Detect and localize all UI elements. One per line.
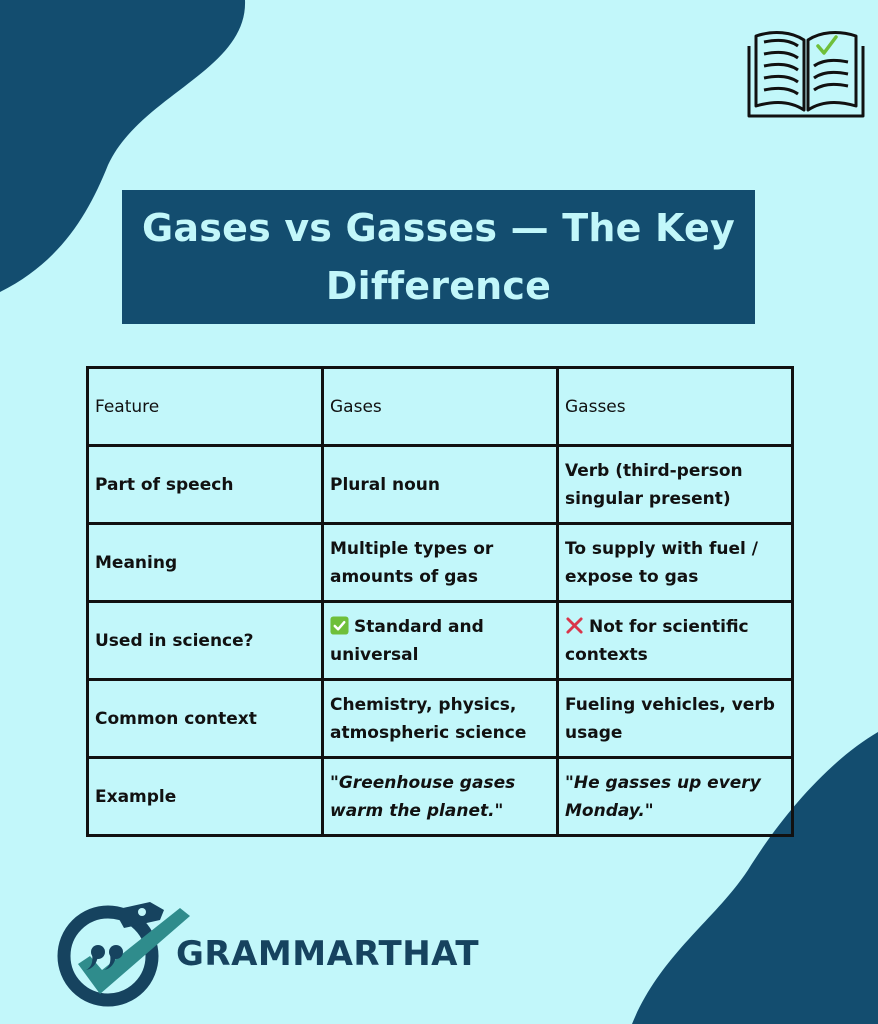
feature-cell: Common context — [88, 680, 323, 758]
gases-cell: "Greenhouse gases warm the planet." — [323, 758, 558, 836]
title-banner — [122, 190, 755, 324]
cross-mark-icon — [565, 616, 584, 635]
gases-cell-text: Standard and universal — [330, 616, 484, 665]
header-gasses: Gasses — [558, 368, 793, 446]
feature-cell: Example — [88, 758, 323, 836]
gasses-cell: Fueling vehicles, verb usage — [558, 680, 793, 758]
gasses-cell: Verb (third-person singular present) — [558, 446, 793, 524]
gasses-cell-text: Not for scientific contexts — [565, 616, 749, 665]
feature-cell: Used in science? — [88, 602, 323, 680]
header-feature: Feature — [88, 368, 323, 446]
header-gases: Gases — [323, 368, 558, 446]
table-row — [88, 680, 793, 758]
feature-cell: Meaning — [88, 524, 323, 602]
brand-name: GRAMMARTHAT — [176, 934, 480, 974]
page-title: Gases vs Gasses — The Key Difference — [142, 206, 735, 308]
table-row — [88, 446, 793, 524]
open-book-check-icon — [746, 22, 866, 120]
table-row — [88, 524, 793, 602]
check-mark-button-icon — [330, 616, 349, 635]
table-row — [88, 602, 793, 680]
gasses-cell — [558, 602, 793, 680]
gases-cell: Chemistry, physics, atmospheric science — [323, 680, 558, 758]
gases-cell: Plural noun — [323, 446, 558, 524]
gasses-cell: "He gasses up every Monday." — [558, 758, 793, 836]
gases-cell — [323, 602, 558, 680]
comparison-table — [86, 366, 794, 837]
table-row — [88, 758, 793, 836]
table-header-row — [88, 368, 793, 446]
gases-cell: Multiple types or amounts of gas — [323, 524, 558, 602]
gasses-cell: To supply with fuel / expose to gas — [558, 524, 793, 602]
feature-cell: Part of speech — [88, 446, 323, 524]
